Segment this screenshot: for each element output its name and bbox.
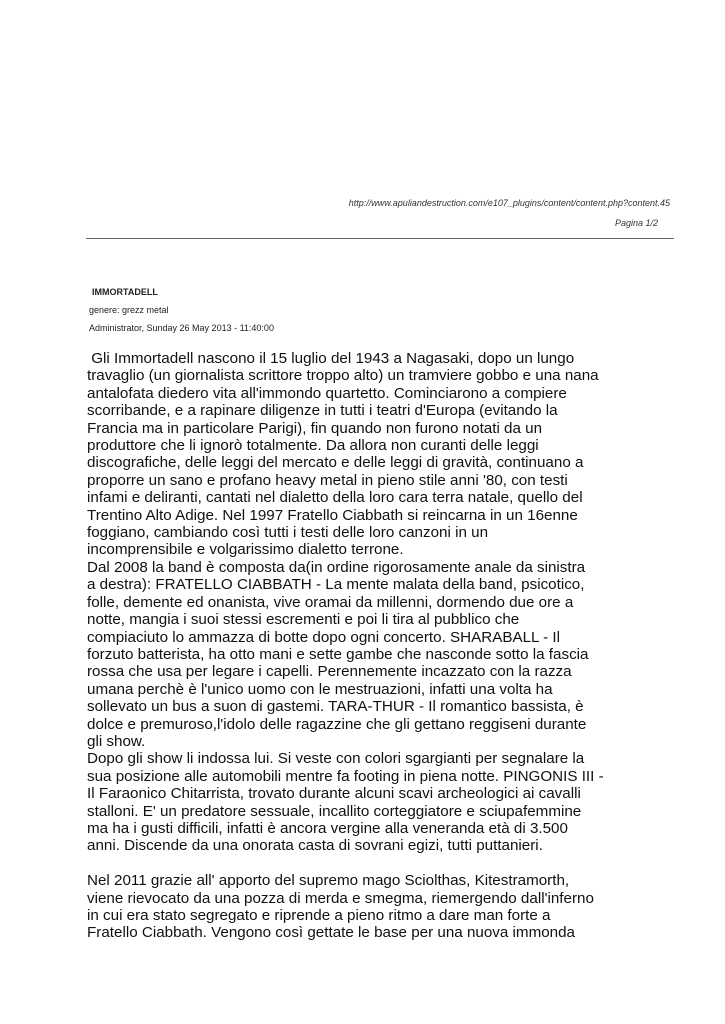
- page-number: Pagina 1/2: [614, 218, 658, 228]
- article-meta: [89, 287, 274, 341]
- header-divider: [86, 238, 674, 239]
- body-paragraph: Nel 2011 grazie all' apporto del supremo mago Sciolthas, Kitestramorth, viene rievocato da una pozza di merda e smegma, riemergendo dall'inferno in cui era stato segregato e riprende a pieno ritmo a dare man forte a Fratello Ciabbath. Vengono così gettate le base per una nuova immonda: [87, 872, 594, 942]
- article-title: IMMORTADELL: [92, 287, 158, 297]
- body-paragraph: Gli Immortadell nascono il 15 luglio del 1943 a Nagasaki, dopo un lungo travaglio (un giornalista scrittore troppo alto) un tramviere gobbo e una nana antalofata diedero vita all'immondo quartetto. Cominciarono a compiere scorribande, e a rapinare diligenze in tutti i teatri d'Europa (evitando la Francia ma in particolare Parigi), fin quando non furono notati da un produttore che li ignorò totalmente. Da allora non curanti delle leggi discografiche, delle leggi del mercato e delle leggi di gravità, continuano a proporre un sano e profano heavy metal in pieno stile anni '80, con testi infami e deliranti, cantati nel dialetto della loro cara terra natale, quello del Trentino Alto Adige. Nel 1997 Fratello Ciabbath si reincarna in un 16enne foggiano, cambiando così tutti i testi delle loro canzoni in un incomprensibile e volgarissimo dialetto terrone.: [87, 350, 599, 559]
- article-body: [87, 350, 687, 942]
- body-paragraph: Dal 2008 la band è composta da(in ordine rigorosamente anale da sinistra a destra): FRATELLO CIABBATH - La mente malata della band, psicotico, folle, demente ed onanista, vive oramai da millenni, dormendo due ore a notte, mangia i suoi stessi escrementi e poi li tira al pubblico che compiaciuto lo ammazza di botte dopo ogni concerto. SHARABALL - Il forzuto batterista, ha otto mani e sette gambe che nasconde sotto la fascia rossa che usa per legare i capelli. Perennemente incazzato con la razza umana perchè è l'unico uomo con le mestruazioni, infatti una volta ha sollevato un bus a suon di gastemi. TARA-THUR - Il romantico bassista, è dolce e premuroso,l'idolo delle ragazzine che gli gettano reggiseni durante gli show.: [87, 558, 589, 750]
- source-url: http://www.apuliandestruction.com/e107_plugins/content/content.php?content.45: [348, 198, 670, 208]
- body-paragraph: Dopo gli show li indossa lui. Si veste con colori sgargianti per segnalare la sua posizione alle automobili mentre fa footing in piena notte. PINGONIS III - Il Faraonico Chitarrista, trovato durante alcuni scavi archeologici ai cavalli stalloni. E' un predatore sessuale, incallito corteggiatore e sciupafemmine ma ha i gusti difficili, infatti è ancora vergine alla veneranda età di 3.500 anni. Discende da una onorata casta di sovrani egizi, tutti puttanieri.: [87, 750, 604, 855]
- article-genre: genere: grezz metal: [89, 305, 169, 315]
- article-byline: Administrator, Sunday 26 May 2013 - 11:40:00: [89, 323, 274, 333]
